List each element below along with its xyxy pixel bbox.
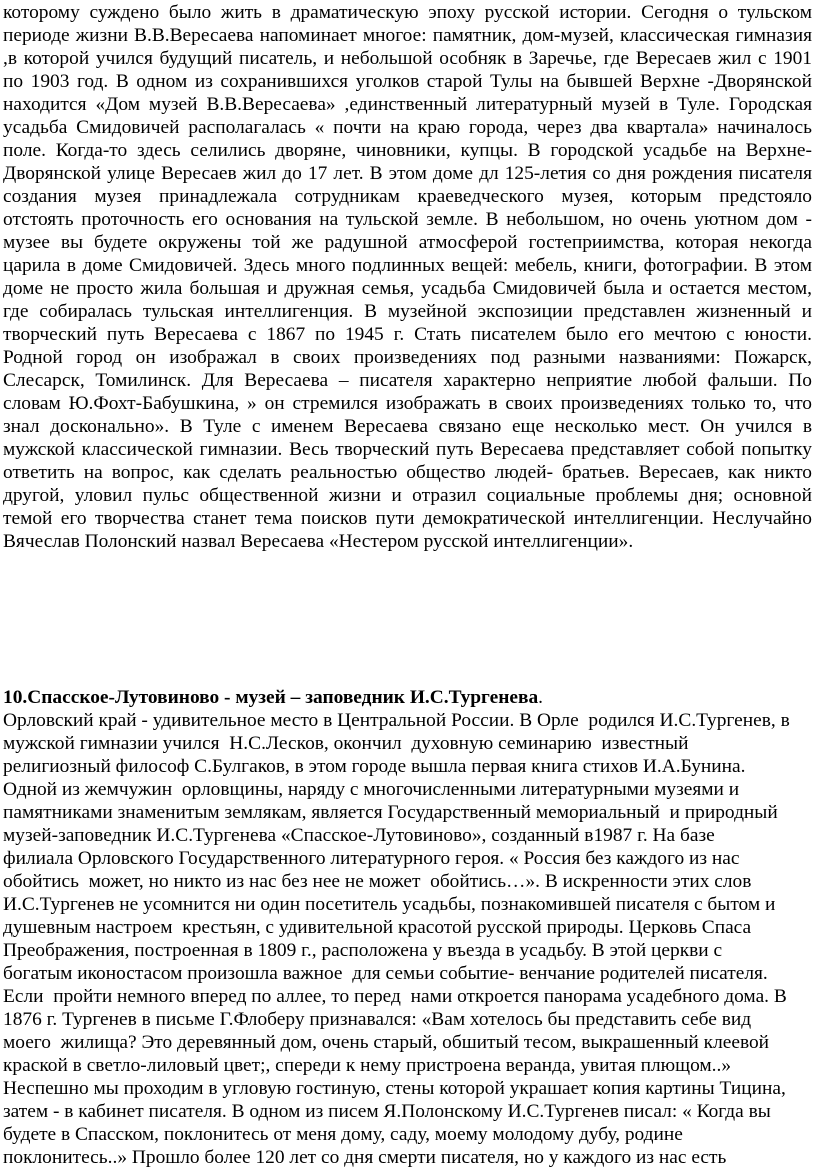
paragraph-line: создания музея принадлежала сотрудникам краеведческого музея, которым предстояло [3, 186, 812, 207]
paragraph-line: Орловский край - удивительное место в Центральной России. В Орле родился И.С.Тургенев, в [3, 710, 790, 731]
paragraph-line: памятниками знаменитым землякам, является Государственный мемориальный и природный [3, 802, 778, 823]
paragraph-line: царила в доме Смидовичей. Здесь много подлинных вещей: мебель, книги, фотографии. В этом [3, 255, 812, 276]
paragraph-line: периоде жизни В.В.Вересаева напоминает многое: памятник, дом-музей, классическая гимназия [3, 25, 812, 46]
paragraph-line: которому суждено было жить в драматическую эпоху русской истории. Сегодня о тульском [3, 2, 812, 23]
paragraph-line: по 1903 год. В одном из сохранившихся уголков старой Тулы на бывшей Верхне -Дворянской [3, 71, 812, 92]
paragraph-line: Слесарск, Томилинск. Для Вересаева – писателя характерно неприятие любой фальши. По [3, 370, 812, 391]
paragraph-line: где собиралась тульская интеллигенция. В музейной экспозиции представлен жизненный и [3, 301, 812, 322]
paragraph-line: поклонитесь..» Прошло более 120 лет со дня смерти писателя, но у каждого из нас есть [3, 1147, 727, 1168]
paragraph-line: И.С.Тургенев не усомнится ни один посетитель усадьбы, познакомившей писателя с бытом и [3, 894, 776, 915]
paragraph-line: находится «Дом музей В.В.Вересаева» ,единственный литературный музей в Туле. Городская [3, 94, 812, 115]
paragraph-line: поле. Когда-то здесь селились дворяне, чиновники, купцы. В городской усадьбе на Верхне- [3, 140, 812, 161]
paragraph-line: религиозный философ С.Булгаков, в этом городе вышла первая книга стихов И.А.Бунина. [3, 756, 746, 777]
paragraph-line: музее вы будете окружены той же радушной атмосферой гостеприимства, которая некогда [3, 232, 812, 253]
paragraph-line: филиала Орловского Государственного литературного героя. « Россия без каждого из нас [3, 848, 740, 869]
section-heading-tail: . [538, 687, 544, 708]
paragraph-line: обойтись может, но никто из нас без нее не может обойтись…». В искренности этих слов [3, 871, 752, 892]
section-heading-text: 10.Спасское-Лутовиново - музей – заповедник И.С.Тургенева [3, 687, 539, 708]
paragraph-line: душевным настроем крестьян, с удивительной красотой русской природы. Церковь Спаса [3, 917, 752, 938]
paragraph-line: мужской гимназии учился Н.С.Лесков, окончил духовную семинарию известный [3, 733, 689, 754]
paragraph-line: музей-заповедник И.С.Тургенева «Спасское-Лутовиново», созданный в1987 г. На базе [3, 825, 715, 846]
paragraph-line: словам Ю.Фохт-Бабушкина, » он стремился изображать в своих произведениях только то, что [3, 393, 812, 414]
paragraph-line: мужской классической гимназии. Весь творческий путь Вересаева представляет собой попытку [3, 439, 812, 460]
paragraph-line: Родной город он изображал в своих произведениях под разными названиями: Пожарск, [3, 347, 812, 368]
paragraph-line: усадьба Смидовичей располагалась « почти на краю города, через два квартала» начиналось [3, 117, 812, 138]
paragraph-line: доме не просто жила большая и дружная семья, усадьба Смидовичей была и остается местом, [3, 278, 812, 299]
paragraph-line: творческий путь Вересаева с 1867 по 1945 г. Стать писателем было его мечтою с юности. [3, 324, 812, 345]
paragraph-line: Неспешно мы проходим в угловую гостиную, стены которой украшает копия картины Тицина, [3, 1078, 786, 1099]
paragraph-line: Если пройти немного вперед по аллее, то перед нами откроется панорама усадебного дома. В [3, 986, 787, 1007]
paragraph-line: темой его творчества станет тема поисков пути демократической интеллигенции. Неслучайно [3, 508, 812, 529]
paragraph-line: знал досконально». В Туле с именем Вересаева связано еще несколько мест. Он учился в [3, 416, 812, 437]
paragraph-line: моего жилища? Это деревянный дом, очень старый, обшитый тесом, выкрашенный клеевой [3, 1032, 770, 1053]
paragraph-line: Одной из жемчужин орловщины, наряду с многочисленными литературными музеями и [3, 779, 740, 800]
paragraph-line: будете в Спасском, поклонитесь от меня дому, саду, моему молодому дубу, родине [3, 1124, 683, 1145]
paragraph-line: отстоять проточность его основания на тульской земле. В небольшом, но очень уютном дом - [3, 209, 812, 230]
paragraph-line: Дворянской улице Вересаев жил до 17 лет. В этом доме дл 125-летия со дня рождения писателя [3, 163, 812, 184]
paragraph-line: 1876 г. Тургенев в письме Г.Флоберу признавался: «Вам хотелось бы представить себе вид [3, 1009, 752, 1030]
section-heading [3, 686, 543, 709]
paragraph-line: богатым иконостасом произошла важное для семьи событие- венчание родителей писателя. [3, 963, 768, 984]
paragraph-line: краской в светло-лиловый цвет;, спереди к нему пристроена веранда, увитая плющом..» [3, 1055, 732, 1076]
paragraph-line: Вячеслав Полонский назвал Вересаева «Нестером русской интеллигенции». [3, 531, 634, 552]
paragraph-line: другой, уловил пульс общественной жизни и отразил социальные проблемы дня; основной [3, 485, 812, 506]
paragraph-line: затем - в кабинет писателя. В одном из писем Я.Полонскому И.С.Тургенев писал: « Когда вы [3, 1101, 771, 1122]
paragraph-line: ответить на вопрос, как сделать реальностью общество людей- братьев. Вересаев, как никто [3, 462, 812, 483]
paragraph-line: Преображения, построенная в 1809 г., расположена у въезда в усадьбу. В этой церкви с [3, 940, 723, 961]
paragraph-line: ,в которой учился будущий писатель, и небольшой особняк в Заречье, где Вересаев жил с 1901 [3, 48, 812, 69]
